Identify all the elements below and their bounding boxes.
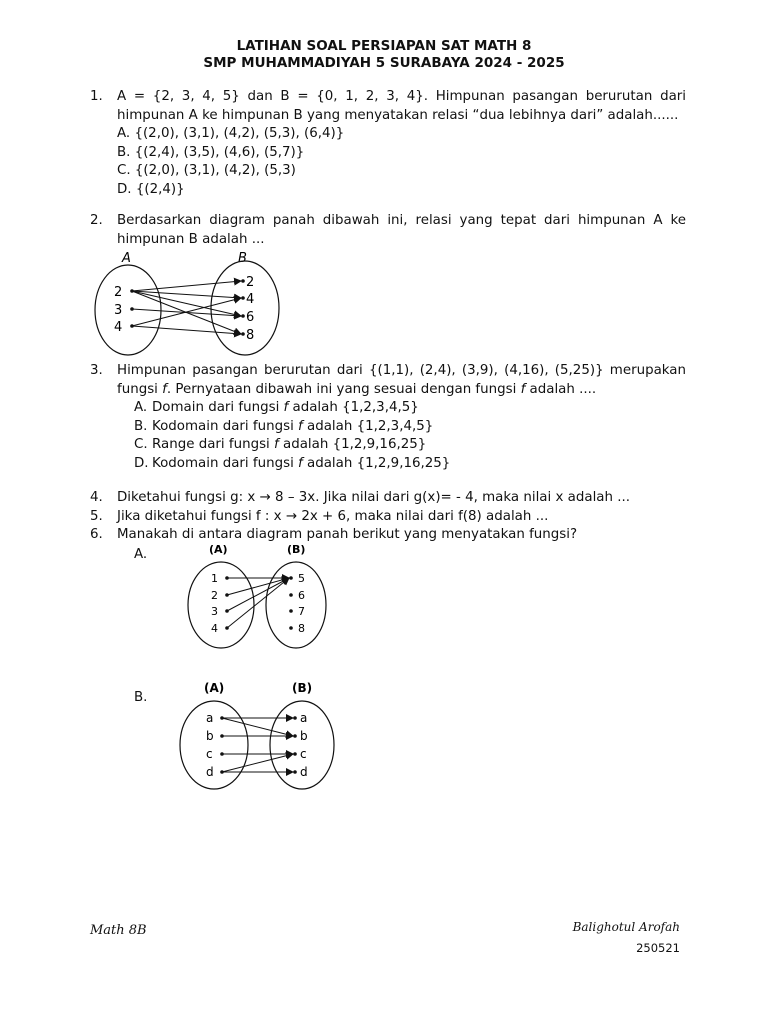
- question-text: A = {2, 3, 4, 5} dan B = {0, 1, 2, 3, 4}. Himpunan pasangan berurutan dari: [117, 89, 686, 104]
- question-text: Manakah di antara diagram panah berikut yang menyatakan fungsi?: [117, 527, 578, 542]
- arrow-right-icon: →: [259, 490, 271, 505]
- set-a-ellipse: [180, 701, 248, 789]
- option-d: D. {(2,4)}: [117, 181, 185, 197]
- set-b-label: B: [238, 251, 247, 266]
- option-a: A. Domain dari fungsi f adalah {1,2,3,4,5}: [134, 400, 419, 415]
- set-a-label: (A): [209, 543, 228, 556]
- set-a-label: A: [122, 251, 131, 266]
- set-a-element: 1: [211, 572, 218, 585]
- question-5: [90, 508, 686, 527]
- question-number: 3.: [90, 363, 103, 378]
- set-b-element: 2: [246, 275, 255, 290]
- set-a-element: 2: [211, 589, 218, 602]
- set-b-element: b: [300, 729, 308, 743]
- school-title: SMP MUHAMMADIYAH 5 SURABAYA 2024 - 2025: [203, 55, 565, 71]
- question-text: himpunan A ke himpunan B yang menyatakan relasi “dua lebihnya dari” adalah......: [117, 107, 679, 123]
- question-text: fungsi f. Pernyataan dibawah ini yang sesuai dengan fungsi f adalah ....: [117, 381, 597, 397]
- arrow-diagram-q2: [90, 248, 300, 360]
- set-a-element: 4: [211, 622, 218, 635]
- set-b-label: (B): [292, 681, 313, 695]
- set-b-element: 7: [298, 605, 305, 618]
- set-a-element: 3: [211, 605, 218, 618]
- arrow-right-icon: →: [285, 509, 298, 524]
- question-4: [90, 489, 686, 508]
- set-b-ellipse: [211, 261, 279, 355]
- footer-class-label: Math 8B: [90, 923, 147, 938]
- arrow-diagram-q6-a: [185, 541, 330, 651]
- arrow-diagram-q6-b: [176, 678, 336, 793]
- question-number: 2.: [90, 213, 103, 228]
- question-number: 6.: [90, 527, 103, 542]
- question-number: 4.: [90, 490, 103, 505]
- question-3: [90, 362, 686, 473]
- set-b-element: d: [300, 765, 308, 779]
- set-b-element: a: [300, 711, 308, 725]
- worksheet-title: LATIHAN SOAL PERSIAPAN SAT MATH 8: [236, 38, 532, 54]
- set-b-label: (B): [287, 543, 306, 556]
- set-a-element: 3: [114, 303, 123, 318]
- question-1: [90, 88, 686, 199]
- set-b-element: 8: [298, 622, 305, 635]
- question-text: Himpunan pasangan berurutan dari {(1,1), (2,4), (3,9), (4,16), (5,25)} merupakan: [117, 363, 686, 378]
- set-b-element: 6: [298, 589, 305, 602]
- set-b-element: 5: [298, 572, 305, 585]
- question-2: [90, 212, 686, 249]
- option-a: A. {(2,0), (3,1), (4,2), (5,3), (6,4)}: [117, 126, 345, 141]
- footer-code: 250521: [636, 941, 680, 955]
- option-d: D. Kodomain dari fungsi f adalah {1,2,9,16,25}: [134, 455, 451, 471]
- question-text: Diketahui fungsi g: x → 8 – 3x. Jika nilai dari g(x)= - 4, maka nilai x adalah ...: [117, 490, 631, 505]
- option-b: B. Kodomain dari fungsi f adalah {1,2,3,4,5}: [134, 418, 434, 434]
- question-number: 1.: [90, 89, 103, 104]
- question-text: Jika diketahui fungsi f : x → 2x + 6, maka nilai dari f(8) adalah ...: [117, 509, 549, 524]
- question-text: himpunan B adalah ...: [117, 231, 265, 247]
- option-b-label: B.: [134, 690, 148, 705]
- set-a-element: d: [206, 765, 214, 779]
- set-b-element: c: [300, 747, 307, 761]
- set-b-element: 8: [246, 328, 255, 343]
- set-a-element: 4: [114, 320, 123, 335]
- option-c: C. {(2,0), (3,1), (4,2), (5,3): [117, 163, 296, 178]
- set-a-element: 2: [114, 285, 123, 300]
- set-a-element: a: [206, 711, 214, 725]
- footer-author-signature: Balighotul Arofah: [572, 920, 680, 934]
- set-b-element: 6: [246, 310, 255, 325]
- option-b: B. {(2,4), (3,5), (4,6), (5,7)}: [117, 144, 305, 160]
- question-number: 5.: [90, 509, 103, 524]
- question-6: [90, 526, 686, 545]
- set-a-ellipse: [188, 562, 254, 648]
- option-c: C. Range dari fungsi f adalah {1,2,9,16,25}: [134, 437, 427, 452]
- set-b-ellipse: [266, 562, 326, 648]
- set-b-element: 4: [246, 292, 255, 307]
- question-text: Berdasarkan diagram panah dibawah ini, relasi yang tepat dari himpunan A ke: [117, 213, 686, 228]
- option-a-label: A.: [134, 547, 148, 562]
- set-a-element: b: [206, 729, 214, 743]
- set-a-element: c: [206, 747, 213, 761]
- set-a-label: (A): [204, 681, 225, 695]
